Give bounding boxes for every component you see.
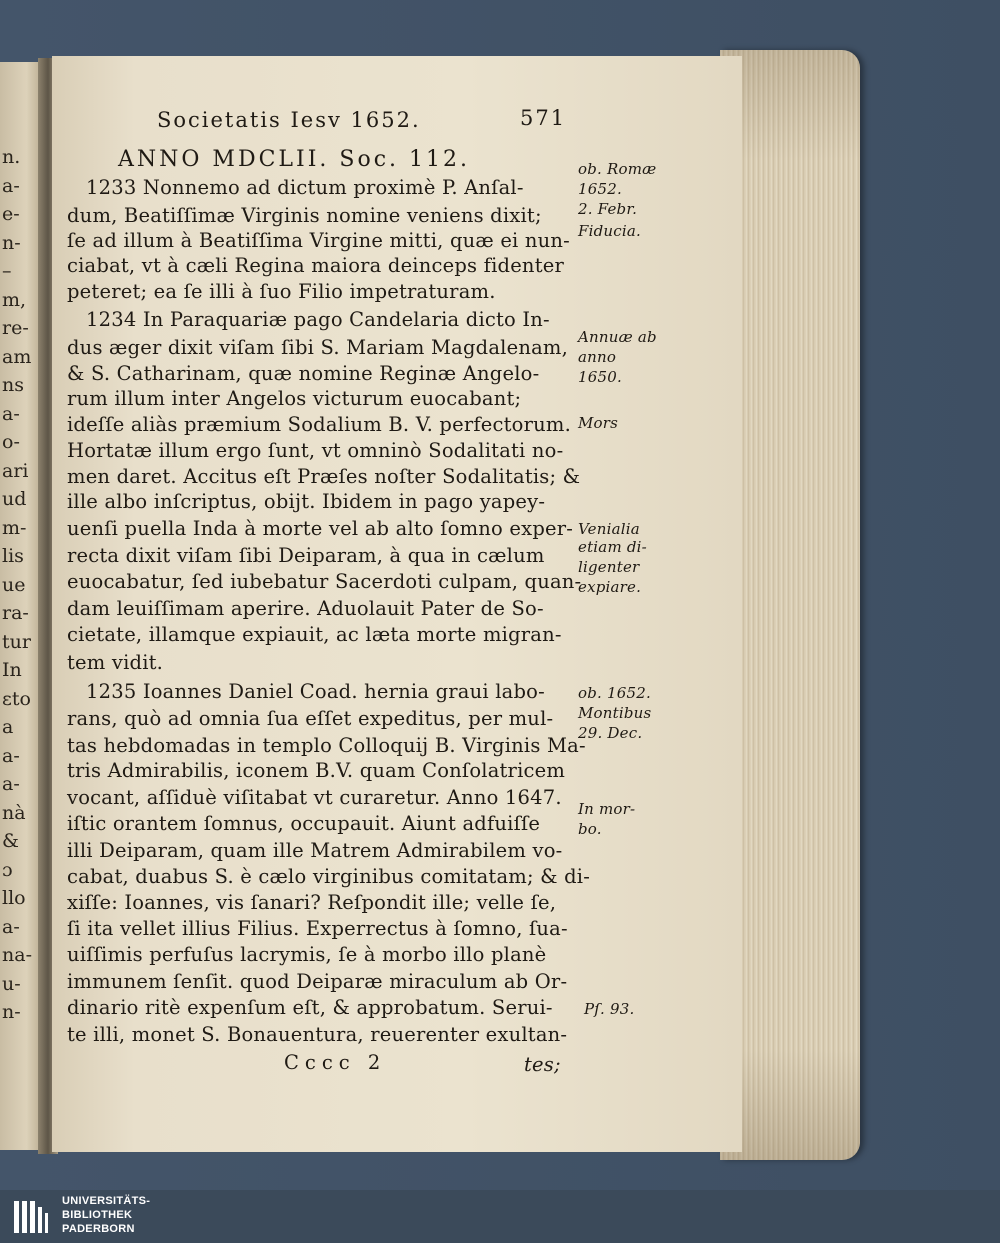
running-head: Societatis Iesv 1652. [157,108,421,132]
body-line: ſi ita vellet illius Filius. Experrectus à ſomno, ſua- [67,917,568,940]
margin-note: Mors [578,414,619,432]
margin-note: Montibus [578,704,652,722]
body-line: iſtic orantem ſomnus, occupauit. Aiunt adfuiſſe [67,812,541,835]
footer-bar [0,1190,1000,1243]
body-line: peteret; ea ſe illi à ſuo Filio impetraturam. [67,280,496,303]
body-line: uenſi puella Inda à morte vel ab alto ſomno exper- [67,517,574,540]
body-line: & S. Catharinam, quæ nomine Reginæ Angelo- [67,362,540,385]
page-number: 571 [520,106,567,130]
left-page-fragment: ra- [2,602,29,624]
left-page-fragment: n. [2,146,21,168]
body-line: immunem ſenſit. quod Deiparæ miraculum ab Or- [67,970,568,993]
left-page-fragment: a [2,716,14,738]
left-page-fragment: ue [2,573,26,596]
body-line: recta dixit viſam ſibi Deiparam, à qua in cælum [67,544,545,567]
body-line: uiſſimis perfuſus lacrymis, ſe à morbo illo planè [67,943,547,966]
left-page-fragment: m- [2,516,27,539]
left-page-fragment: m, [2,288,27,311]
body-line: ideſſe aliàs præmium Sodalium B. V. perfectorum. [67,413,571,436]
left-page-fragment: tur [2,630,31,653]
body-line: tris Admirabilis, iconem B.V. quam Conſolatricem [67,759,566,782]
margin-note: 1650. [578,368,622,386]
margin-note: Annuæ ab [578,328,657,346]
body-line: te illi, monet S. Bonauentura, reuerenter exultan- [67,1023,568,1046]
left-page-fragment: a- [2,744,20,767]
body-line: illi Deiparam, quam ille Matrem Admirabilem vo- [67,839,563,862]
margin-note: expiare. [578,578,642,596]
margin-note: ligenter [578,558,640,576]
margin-note: 29. Dec. [578,724,643,742]
margin-note: 1652. [578,180,622,198]
margin-note: Fiducia. [578,222,641,240]
body-line: cabat, duabus S. è cælo virginibus comitatam; & di- [67,865,590,888]
library-logo-icon [12,1197,52,1237]
signature-mark: Cccc 2 [284,1051,387,1074]
institution-line-3: PADERBORN [62,1223,135,1235]
body-line: euocabatur, ſed iubebatur Sacerdoti culpam, quan- [67,570,582,593]
body-line: Hortatæ illum ergo ſunt, vt omninò Sodalitati no- [67,439,564,462]
left-page-fragment: In [2,659,22,681]
left-page-fragment: ɔ [2,858,13,881]
left-page-fragment: a- [2,773,20,795]
body-line: tem vidit. [67,651,164,674]
body-line: xiſſe: Ioannes, vis ſanari? Reſpondit ille; velle ſe, [67,891,557,914]
body-line: rans, quò ad omnia ſua eſſet expeditus, per mul- [67,707,554,730]
body-line: vocant, aſſiduè viſitabat vt curaretur. Anno 1647. [67,786,562,809]
left-page-fragment: am [2,345,32,368]
body-line: ille albo inſcriptus, obijt. Ibidem in pago yapey- [67,490,546,513]
left-page-fragment: n- [2,231,21,254]
body-line: 1235 Ioannes Daniel Coad. hernia graui labo- [86,680,545,703]
left-page-fragment: llo [2,887,26,909]
left-page-fragment: – [2,260,12,282]
left-page-fragment: a- [2,174,20,197]
body-line: men daret. Accitus eſt Præſes noſter Sodalitatis; & [67,465,581,488]
margin-note: ob. 1652. [578,684,651,702]
margin-note: etiam di- [578,538,647,556]
margin-note: Venialia [578,520,640,538]
body-line: 1233 Nonnemo ad dictum proximè P. Anſal- [86,176,524,199]
left-page-fragment: ɛto [2,687,31,710]
body-line: cietate, illamque expiauit, ac læta morte migran- [67,623,562,646]
body-line: rum illum inter Angelos victurum euocabant; [67,387,522,410]
left-page-fragment: n- [2,1001,21,1023]
left-page-fragment: re- [2,317,29,339]
margin-note: bo. [578,820,602,838]
left-page-fragment: ud [2,488,27,510]
body-line: dam leuiſſimam aperire. Aduolauit Pater de So- [67,597,544,620]
institution-line-1: UNIVERSITÄTS- [62,1195,151,1207]
margin-note: Pſ. 93. [584,1000,635,1018]
margin-note: 2. Febr. [578,200,638,218]
left-page-fragment: ns [2,374,24,396]
left-page-fragment: e- [2,203,20,225]
left-page-fragment: a- [2,402,20,425]
left-page-fragment: a- [2,915,20,938]
body-line: dinario ritè expenſum eſt, & approbatum. Serui- [67,996,553,1019]
body-line: tas hebdomadas in templo Colloquij B. Virginis Ma- [67,734,586,757]
margin-note: ob. Romæ [578,160,657,178]
left-page-fragment: & [2,830,19,852]
left-page-fragment: lis [2,545,24,567]
body-line: dum, Beatiſſimæ Virginis nomine veniens dixit; [67,204,542,227]
left-page-fragment: nà [2,801,26,824]
margin-note: In mor- [578,800,636,818]
left-page-fragment: u- [2,972,21,995]
body-line: dus æger dixit viſam ſibi S. Mariam Magdalenam, [67,336,569,359]
left-page-fragment: o- [2,431,20,453]
section-heading: ANNO MDCLII. Soc. 112. [118,147,470,172]
margin-note: anno [578,348,617,366]
left-page-fragment: ari [2,459,29,482]
body-line: 1234 In Paraquariæ pago Candelaria dicto In- [86,308,550,331]
left-page-fragment: na- [2,944,32,966]
institution-line-2: BIBLIOTHEK [62,1209,133,1221]
body-line: ſe ad illum à Beatiſſima Virgine mitti, quæ ei nun- [67,229,570,252]
body-line: ciabat, vt à cæli Regina maiora deinceps fidenter [67,254,564,277]
catchword: tes; [524,1053,561,1076]
